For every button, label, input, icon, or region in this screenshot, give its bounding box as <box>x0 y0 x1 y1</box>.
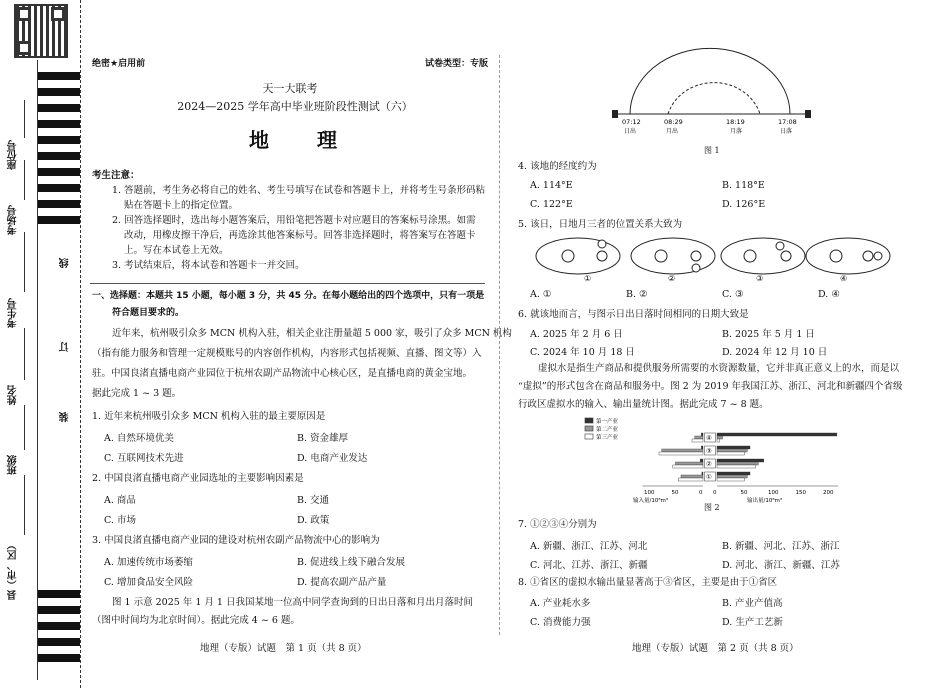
category-label: ④ <box>706 434 712 442</box>
input-bar <box>673 465 703 468</box>
left-tick-label: 50 <box>671 490 679 496</box>
input-bar <box>678 478 703 481</box>
right-tick-label: 150 <box>795 490 806 496</box>
option-b[interactable]: B. 新疆、河北、江苏、浙江 <box>722 541 840 552</box>
time-moonset: 18:19 <box>726 118 745 126</box>
option-a[interactable]: A. 商品 <box>104 495 136 506</box>
svg-text:③: ③ <box>756 274 764 283</box>
option-a[interactable]: A. 2025 年 2 月 6 日 <box>530 329 623 340</box>
option-c[interactable]: C. ③ <box>722 289 744 300</box>
binding-sidebar <box>0 0 82 688</box>
option-c[interactable]: C. 2024 年 10 月 18 日 <box>530 347 635 358</box>
passage-line: 近年来，杭州吸引众多 MCN 机构入驻，相关企业注册量超 5 000 家，吸引了众多 MCN 机构 <box>112 328 512 339</box>
option-b[interactable]: B. ② <box>626 289 648 300</box>
figure-2-caption: 图 2 <box>704 503 720 512</box>
question-stem: 8. ①省区的虚拟水输出量显著高于③省区，主要是由于①省区 <box>518 577 778 588</box>
option-a[interactable]: A. 产业耗水多 <box>530 598 591 609</box>
exam-title: 2024—2025 学年高中毕业班阶段性测试（六） <box>177 100 413 113</box>
option-b[interactable]: B. 118°E <box>722 180 765 191</box>
svg-text:②: ② <box>668 274 676 283</box>
option-c[interactable]: C. 增加食品安全风险 <box>104 577 193 588</box>
output-bar <box>717 465 756 468</box>
figure-1-caption: 图 1 <box>704 146 720 155</box>
input-bar <box>676 462 704 465</box>
subject-title: 地 理 <box>249 128 351 152</box>
passage-line: “虚拟”的形式包含在商品和服务中。图 2 为 2019 年我国江苏、浙江、河北和新疆四个省级 <box>518 381 903 392</box>
legend-swatch <box>585 426 593 431</box>
output-bar <box>717 449 747 452</box>
option-d[interactable]: D. 126°E <box>722 199 766 210</box>
option-a[interactable]: A. 加速传统市场萎缩 <box>104 557 193 568</box>
orbit-option-2 <box>631 238 715 283</box>
notice-item: 1. 答题前，考生务必将自己的姓名、考生号填写在试卷和答题卡上，并将考生号条形码粘 <box>112 185 486 196</box>
option-b[interactable]: B. 交通 <box>297 495 330 506</box>
time-sunrise: 07:12 <box>622 118 641 126</box>
legend-label: 第三产业 <box>596 435 619 441</box>
input-bar <box>681 475 703 478</box>
secret-label: 绝密★启用前 <box>92 59 146 69</box>
option-d[interactable]: D. 提高农副产品产量 <box>297 577 387 588</box>
right-tick-label: 50 <box>740 490 748 496</box>
barcode-stripes-top <box>38 72 80 232</box>
question-stem: 5. 该日，日地月三者的位置关系大致为 <box>518 219 683 230</box>
page-footer-right: 地理（专版）试题 第 2 页（共 8 页） <box>632 643 799 654</box>
xlabel-output: 输出量/10⁸m³ <box>747 498 783 504</box>
option-d[interactable]: D. 电商产业发达 <box>297 453 368 464</box>
time-sunset: 17:08 <box>778 118 797 126</box>
orbit-option-4 <box>806 238 890 283</box>
passage-line: 虚拟水是指生产商品和提供服务所需要的水资源数量，它并非真正意义上的水，而是以 <box>538 363 900 374</box>
input-bar <box>662 449 703 452</box>
input-bar <box>659 452 703 455</box>
paper-type-label: 试卷类型：专版 <box>425 59 489 69</box>
field-class: 班级 <box>8 455 19 475</box>
binding-mark-line: 线 <box>60 258 71 268</box>
output-bar <box>717 459 764 462</box>
option-d[interactable]: D. 河北、浙江、新疆、江苏 <box>722 560 840 571</box>
orbit-option-3 <box>721 238 805 283</box>
option-d[interactable]: D. ④ <box>818 289 840 300</box>
question-stem: 3. 中国良渚直播电商产业园的建设对杭州农副产品物流中心的影响为 <box>92 535 380 546</box>
svg-text:④: ④ <box>840 274 848 283</box>
notice-heading: 考生注意： <box>92 170 140 181</box>
output-bar <box>717 478 745 481</box>
output-bar <box>717 462 758 465</box>
notice-item: 3. 考试结束后，将本试卷和答题卡一并交回。 <box>112 260 305 271</box>
input-bar <box>692 439 703 442</box>
label-moonrise: 月出 <box>666 128 679 135</box>
legend-label: 第二产业 <box>596 427 619 433</box>
field-candidate-number: 考生号 <box>8 298 19 328</box>
category-label: ② <box>706 460 712 468</box>
passage-line: 行政区虚拟水的输入、输出量统计图。据此完成 7 ~ 8 题。 <box>518 399 769 410</box>
barcode-stripes-bottom <box>38 590 80 670</box>
figure-2-virtual-water-chart <box>575 414 845 508</box>
option-b[interactable]: B. 产业产值高 <box>722 598 783 609</box>
page-footer-left: 地理（专版）试题 第 1 页（共 8 页） <box>200 643 367 654</box>
passage-line: （图中时间均为北京时间）。据此完成 4 ~ 6 题。 <box>92 615 300 626</box>
option-a[interactable]: A. 自然环境优美 <box>104 433 174 444</box>
field-seat-number: 座位号 <box>8 140 19 170</box>
notice-item: 2. 回答选择题时，选出每小题答案后，用铅笔把答题卡对应题目的答案标号涂黑。如需 <box>112 215 476 226</box>
field-room-number: 考场号 <box>8 205 19 235</box>
notice-item: 改动，用橡皮擦干净后，再选涂其他答案标号。回答非选择题时，将答案写在答题卡 <box>124 230 476 241</box>
option-c[interactable]: C. 消费能力强 <box>530 617 591 628</box>
option-d[interactable]: D. 生产工艺新 <box>722 617 783 628</box>
orbit-diagrams <box>518 234 908 286</box>
option-c[interactable]: C. 市场 <box>104 515 136 526</box>
exam-org: 天一大联考 <box>262 82 318 95</box>
right-tick-label: 0 <box>713 490 717 496</box>
option-d[interactable]: D. 政策 <box>297 515 330 526</box>
field-name: 姓名 <box>8 385 19 405</box>
legend-swatch <box>585 418 593 423</box>
input-bar <box>700 459 703 462</box>
label-sunset: 日落 <box>780 128 793 135</box>
passage-line: 据此完成 1 ~ 3 题。 <box>92 388 182 399</box>
output-bar <box>717 439 720 442</box>
category-label: ③ <box>706 447 712 455</box>
column-divider <box>499 55 500 635</box>
section-heading-cont: 符合题目要求的。 <box>112 308 185 318</box>
option-c[interactable]: C. 122°E <box>530 199 573 210</box>
binding-mark-order: 订 <box>60 342 71 352</box>
left-tick-label: 0 <box>699 490 703 496</box>
label-sunrise: 日出 <box>624 128 637 135</box>
output-bar <box>717 446 750 449</box>
question-stem: 6. 就该地而言，与图示日出日落时间相同的日期大致是 <box>518 309 749 320</box>
input-bar <box>702 472 703 475</box>
question-stem: 4. 该地的经度约为 <box>518 161 597 172</box>
option-a[interactable]: A. 114°E <box>530 180 573 191</box>
option-a[interactable]: A. ① <box>530 289 552 300</box>
output-bar <box>717 436 723 439</box>
qr-code-icon <box>14 4 68 58</box>
passage-line: 驻。中国良渚直播电商产业园位于杭州农副产品物流中心核心区，是直播电商的黄金宝地。 <box>92 368 473 379</box>
option-b[interactable]: B. 2025 年 5 月 1 日 <box>722 329 815 340</box>
output-bar <box>717 433 837 436</box>
output-bar <box>717 472 750 475</box>
question-stem: 7. ①②③④分别为 <box>518 519 597 530</box>
option-a[interactable]: A. 新疆、浙江、江苏、河北 <box>530 541 648 552</box>
svg-text:①: ① <box>584 274 592 283</box>
time-moonrise: 08:29 <box>664 118 683 126</box>
legend-swatch <box>585 434 593 439</box>
left-tick-label: 100 <box>644 490 655 496</box>
passage-line: 图 1 示意 2025 年 1 月 1 日我国某地一位高中同学查询到的日出日落和月出月落时间 <box>112 597 473 608</box>
notice-item: 贴在答题卡上的指定位置。 <box>124 200 239 211</box>
label-moonset: 月落 <box>730 128 743 135</box>
question-stem: 1. 近年来杭州吸引众多 MCN 机构入驻的最主要原因是 <box>92 411 326 422</box>
figure-1-sunrise-moonrise <box>600 44 825 144</box>
option-b[interactable]: B. 资金雄厚 <box>297 433 349 444</box>
legend-label: 第一产业 <box>596 419 619 425</box>
output-bar <box>717 452 745 455</box>
input-bar <box>701 446 703 449</box>
option-b[interactable]: B. 促进线上线下融合发展 <box>297 557 406 568</box>
binding-mark-install: 装 <box>60 412 71 422</box>
passage-line: （指有能力服务和管理一定规模账号的内容创作机构，内容形式包括视频、直播、图文等）入 <box>92 348 482 359</box>
section-heading: 一、选择题：本题共 15 小题，每小题 3 分，共 45 分。在每小题给出的四个选项中，只有一项是 <box>92 291 485 301</box>
category-label: ① <box>706 473 712 481</box>
right-tick-label: 200 <box>823 490 834 496</box>
notice-item: 上。写在本试卷上无效。 <box>124 245 229 256</box>
field-county: 县（市、区） <box>8 540 19 600</box>
option-c[interactable]: C. 河北、江苏、浙江、新疆 <box>530 560 648 571</box>
output-bar <box>717 475 747 478</box>
xlabel-input: 输入量/10⁸m³ <box>633 498 669 504</box>
question-stem: 2. 中国良渚直播电商产业园选址的主要影响因素是 <box>92 473 304 484</box>
input-bar <box>695 436 703 439</box>
option-c[interactable]: C. 互联网技术先进 <box>104 453 184 464</box>
option-d[interactable]: D. 2024 年 12 月 10 日 <box>722 347 828 358</box>
orbit-option-1 <box>536 238 620 283</box>
input-bar <box>701 433 703 436</box>
right-tick-label: 100 <box>768 490 779 496</box>
